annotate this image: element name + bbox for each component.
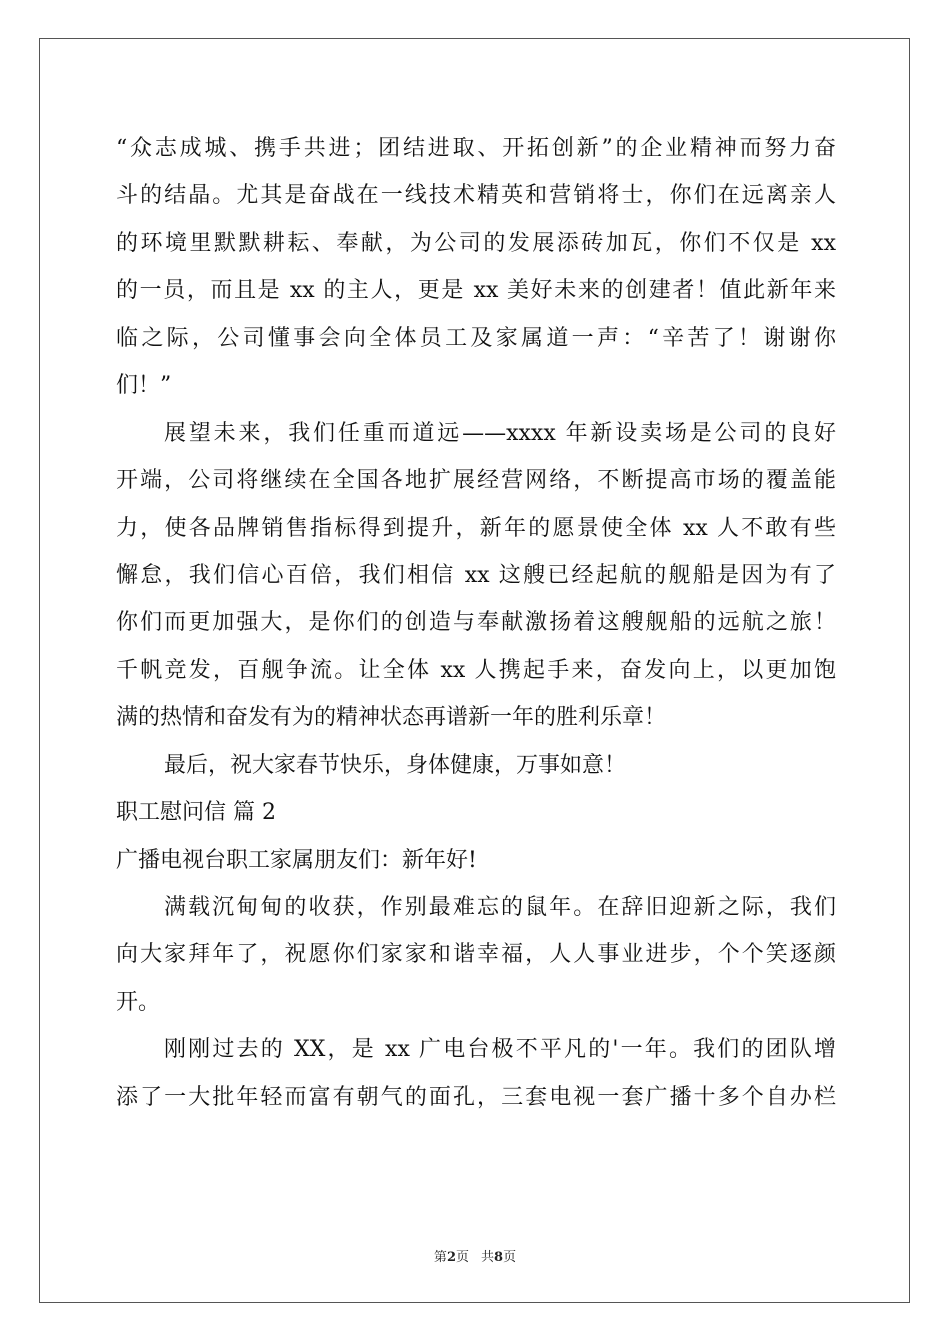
section-heading: 职工慰问信 篇 2 [116, 800, 276, 826]
text-line: “众志成城、携手共进；团结进取、开拓创新”的企业精神而努力奋 [116, 136, 836, 161]
text-line: 力，使各品牌销售指标得到提升，新年的愿景使全体 xx 人不敢有些 [116, 515, 836, 541]
text-line: 的一员，而且是 xx 的主人，更是 xx 美好未来的创建者！值此新年来 [116, 278, 836, 304]
text-line: 向大家拜年了，祝愿你们家家和谐幸福，人人事业进步，个个笑逐颜 [116, 942, 836, 968]
text-line: 懈怠，我们信心百倍，我们相信 xx 这艘已经起航的舰船是因为有了 [116, 562, 836, 588]
text-line: 满的热情和奋发有为的精神状态再谱新一年的胜利乐章！ [116, 705, 667, 731]
total-suffix: 页 [503, 1250, 517, 1265]
text-line: 的环境里默默耕耘、奉献，为公司的发展添砖加瓦，你们不仅是 xx [116, 230, 836, 256]
text-line: 千帆竞发，百舰争流。让全体 xx 人携起手来，奋发向上，以更加饱 [116, 657, 836, 683]
page-suffix: 页 [455, 1250, 469, 1265]
total-page-number: 8 [494, 1250, 504, 1265]
text-line: 斗的结晶。尤其是奋战在一线技术精英和营销将士，你们在远离亲人 [116, 183, 836, 209]
text-line: 满载沉甸甸的收获，作别最难忘的鼠年。在辞旧迎新之际，我们 [164, 895, 836, 920]
text-line: 临之际，公司懂事会向全体员工及家属道一声：“辛苦了！谢谢你 [116, 325, 836, 351]
total-prefix: 共 [481, 1250, 495, 1265]
text-line: 展望未来，我们任重而道远——xxxx 年新设卖场是公司的良好 [164, 420, 836, 446]
text-line: 开端，公司将继续在全国各地扩展经营网络，不断提高市场的覆盖能 [116, 468, 836, 494]
text-line: 刚刚过去的 XX，是 xx 广电台极不平凡的'一年。我们的团队增 [164, 1037, 836, 1063]
text-line: 你们而更加强大，是你们的创造与奉献激扬着这艘舰船的远航之旅！ [116, 610, 836, 636]
text-line: 开。 [116, 989, 161, 1015]
document-body [116, 125, 836, 1121]
current-page-number: 2 [446, 1250, 456, 1265]
page-footer [0, 1246, 950, 1265]
page-prefix: 第 [433, 1250, 447, 1265]
text-line: 最后，祝大家春节快乐，身体健康，万事如意！ [164, 752, 627, 778]
text-line: 们！” [116, 373, 172, 399]
text-line: 添了一大批年轻而富有朝气的面孔，三套电视一套广播十多个自办栏 [116, 1084, 836, 1110]
salutation: 广播电视台职工家属朋友们：新年好! [116, 847, 477, 873]
